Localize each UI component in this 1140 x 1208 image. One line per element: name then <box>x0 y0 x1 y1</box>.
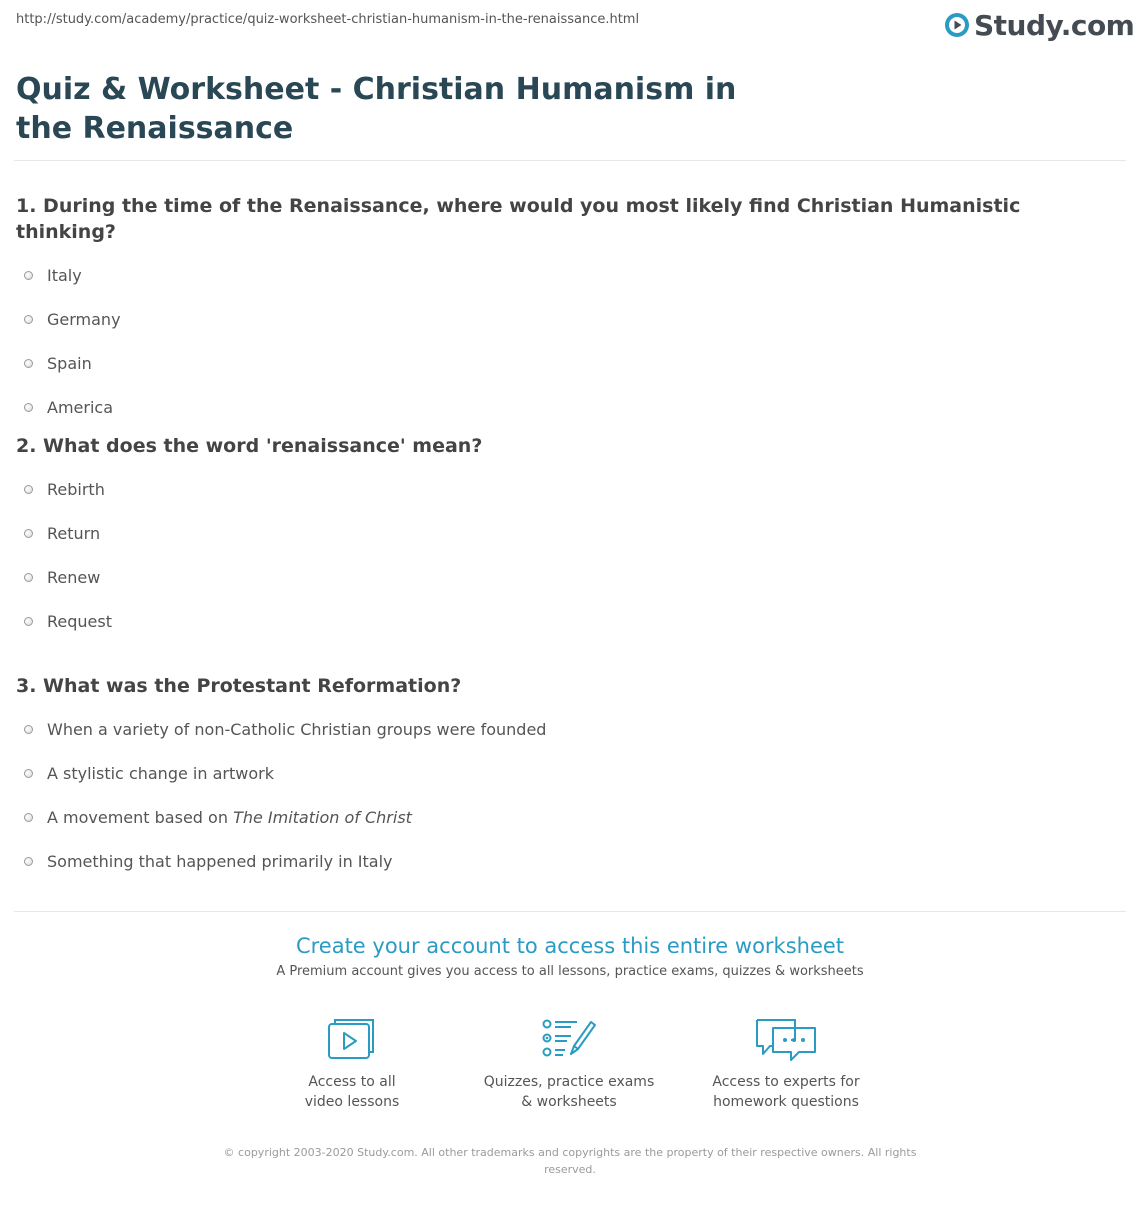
feature-label: Access to experts for homework questions <box>712 1074 860 1110</box>
radio-button[interactable] <box>24 315 33 324</box>
radio-button[interactable] <box>24 857 33 866</box>
answer-option[interactable] <box>16 385 1116 429</box>
answer-label <box>47 808 412 827</box>
question-1 <box>16 193 1116 429</box>
radio-button[interactable] <box>24 529 33 538</box>
answer-list <box>16 467 1116 643</box>
video-lessons-icon <box>326 1016 378 1062</box>
title-divider <box>14 160 1126 161</box>
radio-button[interactable] <box>24 617 33 626</box>
radio-button[interactable] <box>24 485 33 494</box>
page-url: http://study.com/academy/practice/quiz-worksheet-christian-humanism-in-the-renaissance.html <box>16 12 640 27</box>
radio-button[interactable] <box>24 403 33 412</box>
answer-label-plain: A movement based on <box>47 807 228 827</box>
answer-option[interactable] <box>16 511 1116 555</box>
answer-list <box>16 253 1116 429</box>
feature-experts <box>686 1016 886 1112</box>
answer-label: Renew <box>47 567 101 587</box>
radio-button[interactable] <box>24 769 33 778</box>
copyright-notice: © copyright 2003-2020 Study.com. All other trademarks and copyrights are the property of their respective owners. All rights reserved. <box>223 1146 917 1176</box>
question-text: 3. What was the Protestant Reformation? <box>16 675 462 697</box>
create-account-link[interactable]: Create your account to access this entire worksheet <box>295 934 845 958</box>
answer-label: Italy <box>47 265 82 285</box>
answer-option[interactable] <box>16 467 1116 511</box>
question-2 <box>16 433 1116 643</box>
feature-label: Access to all video lessons <box>304 1074 400 1110</box>
question-text: 2. What does the word 'renaissance' mean? <box>16 435 483 457</box>
quiz-checklist-icon <box>541 1016 597 1062</box>
answer-label: America <box>47 397 113 417</box>
premium-description: A Premium account gives you access to all lessons, practice exams, quizzes & worksheets <box>276 964 864 979</box>
radio-button[interactable] <box>24 813 33 822</box>
answer-label: Something that happened primarily in Italy <box>47 851 393 871</box>
answer-label: Germany <box>47 309 121 329</box>
page-title: Quiz & Worksheet - Christian Humanism in the Renaissance <box>16 72 737 146</box>
study-logo[interactable] <box>944 6 1134 44</box>
answer-label: Request <box>47 611 112 631</box>
book-title: The Imitation of Christ <box>233 807 412 827</box>
answer-option[interactable] <box>16 555 1116 599</box>
answer-list <box>16 707 1116 883</box>
logo-wordmark: Study.com <box>974 8 1135 42</box>
answer-label: Spain <box>47 353 92 373</box>
feature-quizzes <box>469 1016 669 1112</box>
radio-button[interactable] <box>24 271 33 280</box>
answer-option[interactable] <box>16 341 1116 385</box>
section-divider <box>14 911 1126 912</box>
feature-video-lessons <box>252 1016 452 1112</box>
answer-option[interactable] <box>16 253 1116 297</box>
answer-label: Return <box>47 523 101 543</box>
question-3 <box>16 673 1116 883</box>
answer-label: When a variety of non-Catholic Christian groups were founded <box>47 719 547 739</box>
answer-label: Rebirth <box>47 479 105 499</box>
answer-option[interactable] <box>16 707 1116 751</box>
feature-label: Quizzes, practice exams & worksheets <box>483 1074 655 1110</box>
answer-option[interactable] <box>16 297 1116 341</box>
radio-button[interactable] <box>24 725 33 734</box>
radio-button[interactable] <box>24 359 33 368</box>
answer-option[interactable] <box>16 839 1116 883</box>
answer-label: A stylistic change in artwork <box>47 763 274 783</box>
answer-option[interactable] <box>16 751 1116 795</box>
answer-option[interactable] <box>16 795 1116 839</box>
question-text: 1. During the time of the Renaissance, where would you most likely find Christian Humanistic thinking? <box>16 195 1021 243</box>
radio-button[interactable] <box>24 573 33 582</box>
chat-bubbles-icon <box>753 1016 819 1062</box>
play-logo-icon <box>944 12 970 38</box>
answer-option[interactable] <box>16 599 1116 643</box>
